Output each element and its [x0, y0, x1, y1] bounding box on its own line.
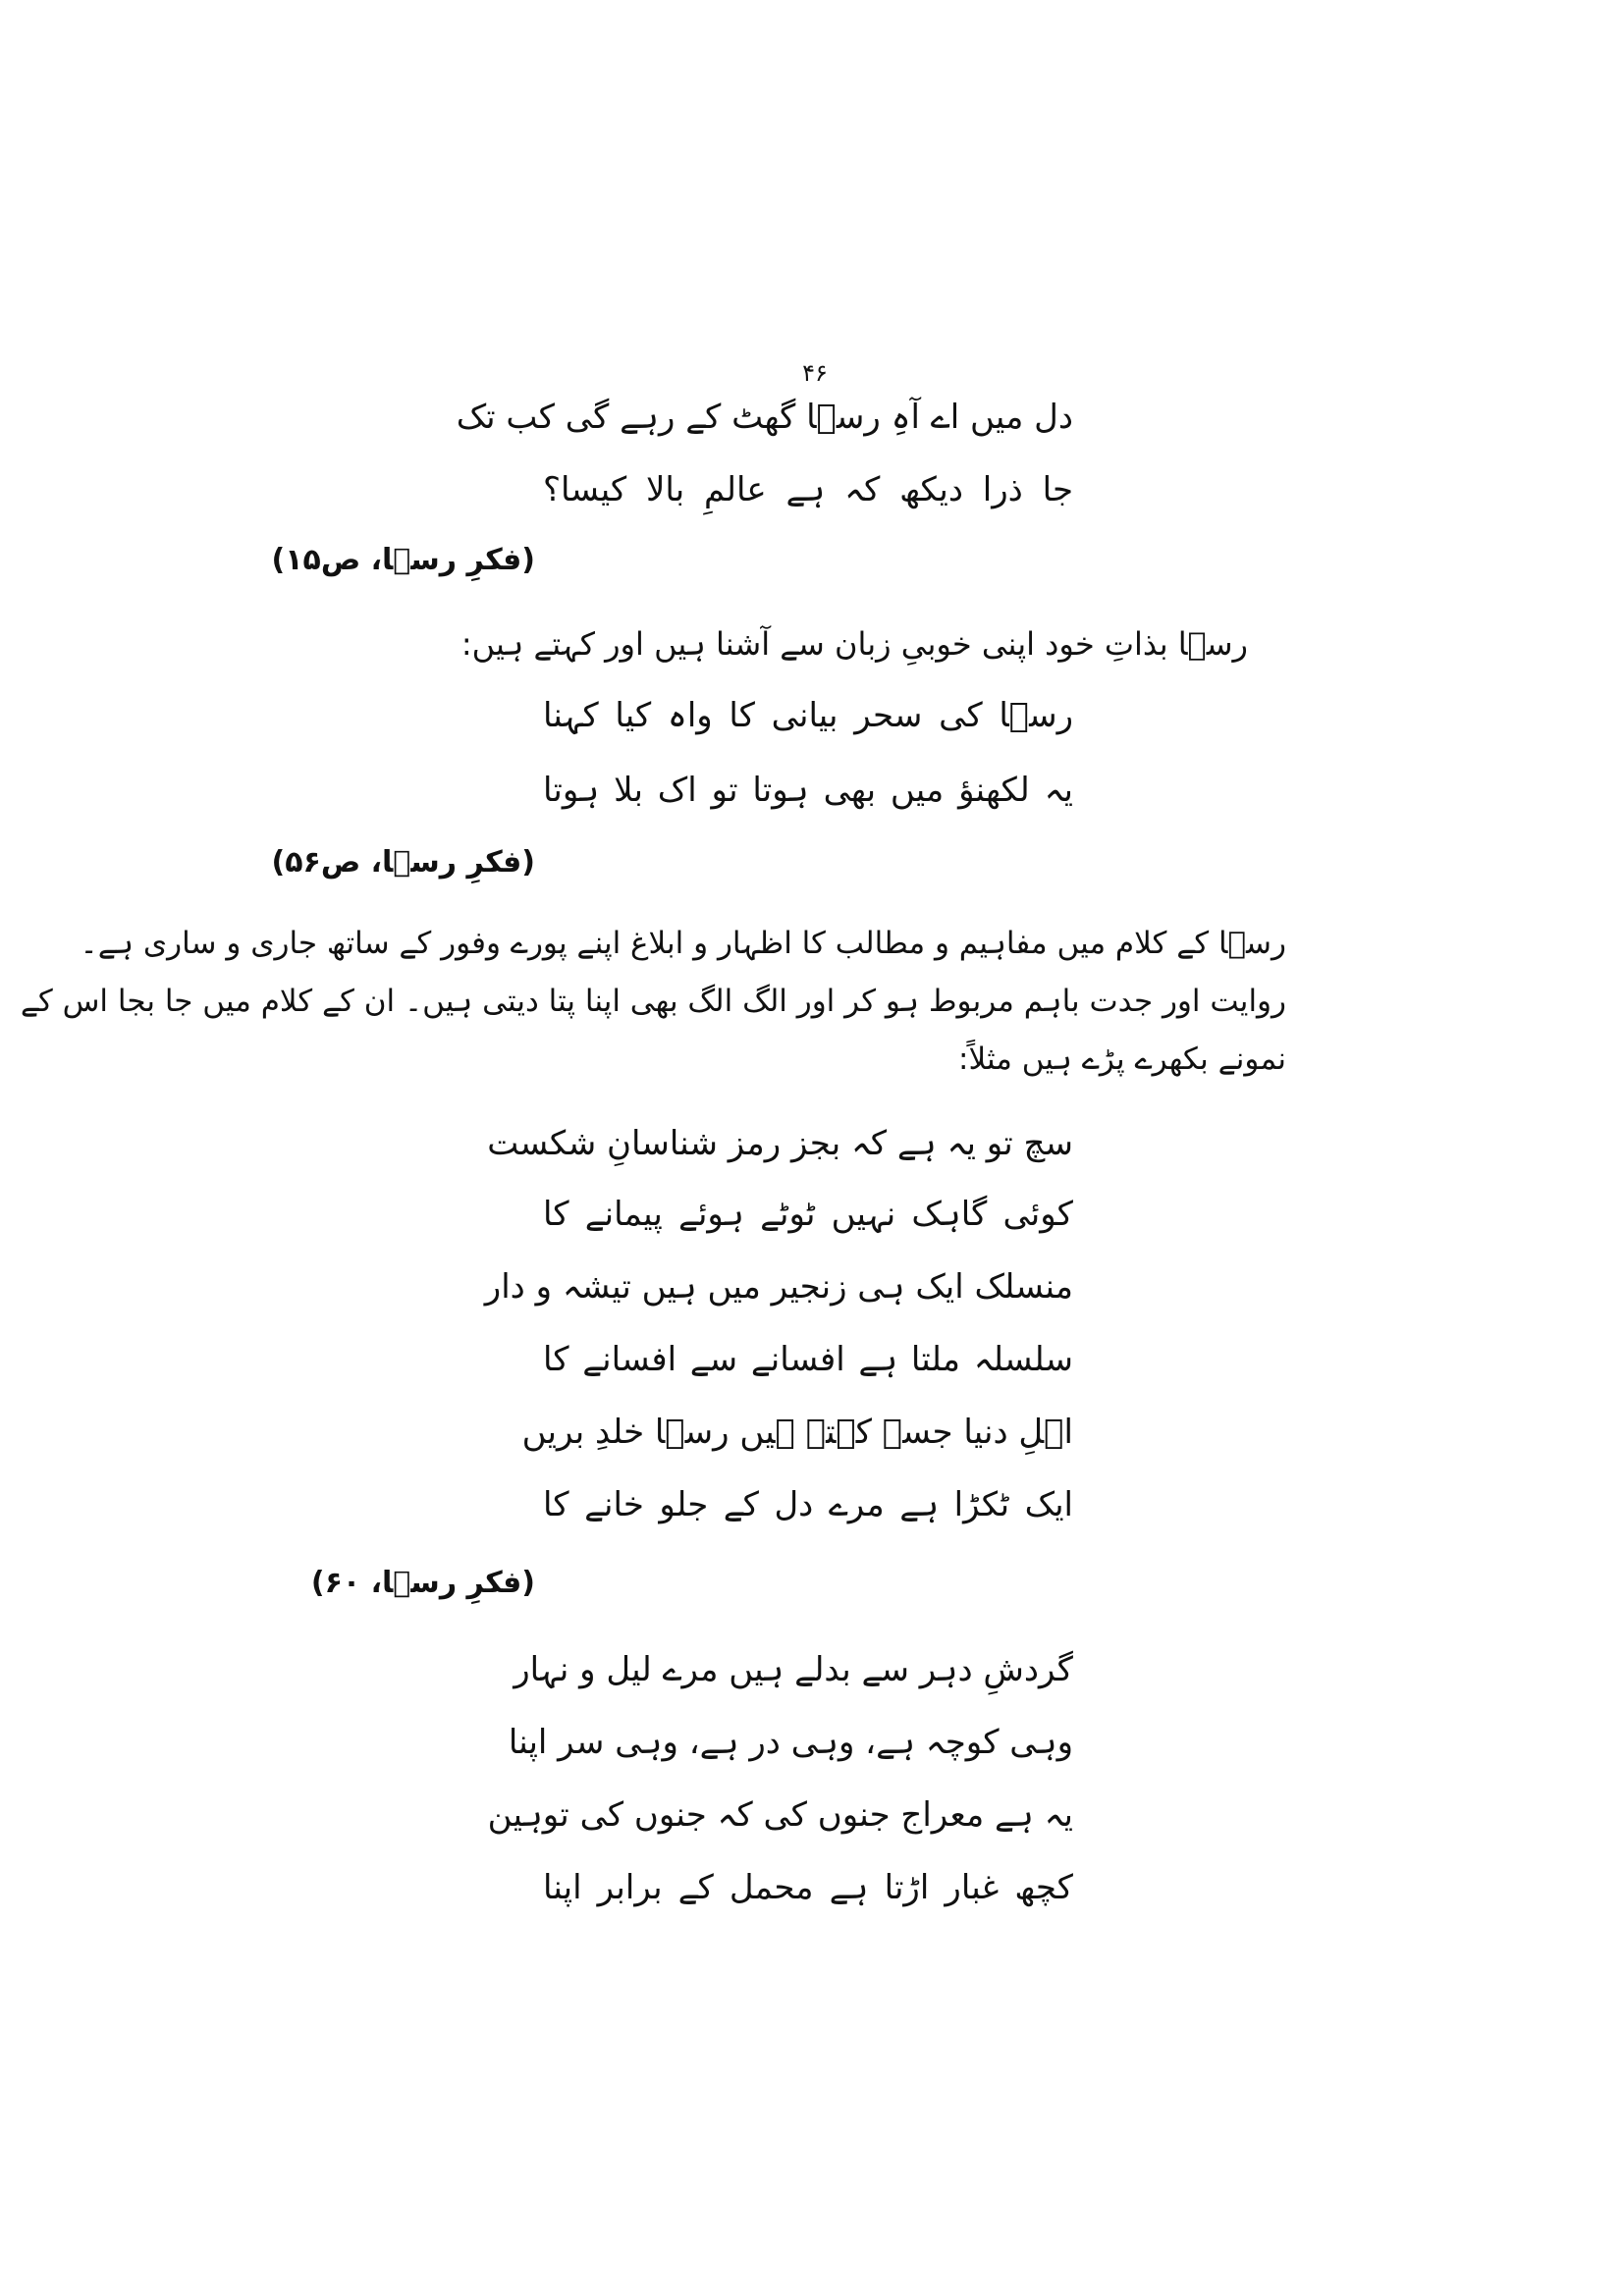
paragraph-line: نمونے بکھرے پڑے ہیں مثلاً: — [958, 1041, 1286, 1077]
verse-line: گردشِ دہر سے بدلے ہیں مرے لیل و نہار — [514, 1650, 1073, 1689]
paragraph-line: روایت اور جدت باہم مربوط ہو کر اور الگ الگ بھی اپنا پتا دیتی ہیں۔ ان کے کلام میں جا بجا اس کے — [20, 984, 1286, 1019]
citation: (فکرِ رسؔا، ۶۰) — [310, 1566, 535, 1600]
verse-line: جا ذرا دیکھ کہ ہے عالمِ بالا کیسا؟ — [543, 470, 1073, 509]
verse-line: منسلک ایک ہی زنجیر میں ہیں تیشہ و دار — [484, 1267, 1073, 1307]
verse-line: وہی کوچہ ہے، وہی در ہے، وہی سر اپنا — [508, 1723, 1073, 1762]
verse-line: سلسلہ ملتا ہے افسانے سے افسانے کا — [543, 1340, 1073, 1379]
citation: (فکرِ رسؔا، ص۱۵) — [271, 543, 535, 577]
verse-line: یہ ہے معراج جنوں کی کہ جنوں کی توہین — [487, 1795, 1073, 1835]
verse-line: دل میں اے آہِ رسؔا گھٹ کے رہے گی کب تک — [456, 398, 1073, 437]
verse-line: اہلِ دنیا جسے کہتے ہیں رسؔا خلدِ بریں — [521, 1413, 1073, 1452]
intro-line: رسؔا بذاتِ خود اپنی خوبیِ زبان سے آشنا ہیں اور کہتے ہیں: — [460, 625, 1248, 663]
verse-line: کوئی گاہک نہیں ٹوٹے ہوئے پیمانے کا — [543, 1195, 1073, 1234]
page-number: ۴۶ — [802, 359, 828, 387]
verse-line: رسؔا کی سحر بیانی کا واہ کیا کہنا — [543, 696, 1073, 735]
verse-line: کچھ غبار اڑتا ہے محمل کے برابر اپنا — [543, 1868, 1073, 1907]
paragraph-line: رسؔا کے کلام میں مفاہیم و مطالب کا اظہار و ابلاغ اپنے پورے وفور کے ساتھ جاری و ساری ہے۔ — [80, 926, 1286, 961]
citation: (فکرِ رسؔا، ص۵۶) — [271, 845, 535, 880]
verse-line: سچ تو یہ ہے کہ بجز رمز شناسانِ شکست — [487, 1124, 1073, 1163]
verse-line: ایک ٹکڑا ہے مرے دل کے جلو خانے کا — [543, 1485, 1073, 1524]
verse-line: یہ لکھنؤ میں بھی ہوتا تو اک بلا ہوتا — [543, 771, 1073, 810]
